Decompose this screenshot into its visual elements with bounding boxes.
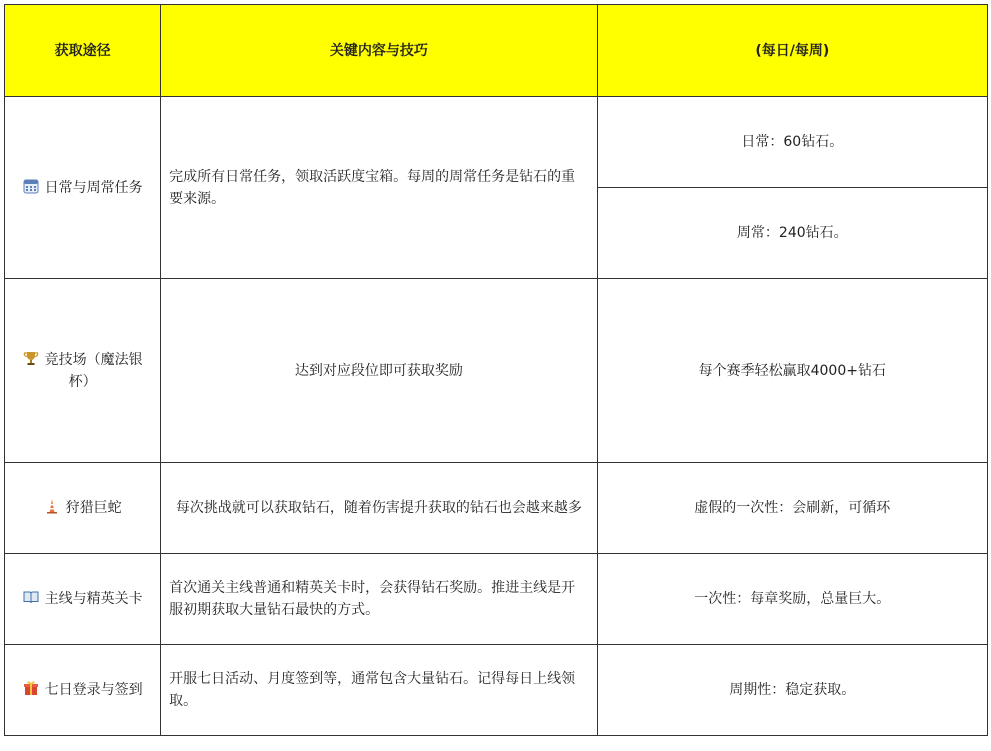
method-cell (5, 645, 161, 736)
header-rewards: (每日/每周) (597, 5, 987, 97)
reward-cell: 周期性：稳定获取。 (597, 645, 987, 736)
diamond-sources-table (4, 4, 988, 736)
reward-cell: 虚假的一次性：会刷新，可循环 (597, 463, 987, 554)
table-header-row (5, 5, 988, 97)
method-label: 狩猎巨蛇 (65, 500, 122, 516)
header-method: 获取途径 (5, 5, 161, 97)
method-cell (5, 463, 161, 554)
content-cell: 开服七日活动、月度签到等，通常包含大量钻石。记得每日上线领取。 (161, 645, 597, 736)
table-row (5, 279, 988, 463)
reward-cell: 日常：60钻石。 (597, 97, 987, 188)
method-cell (5, 97, 161, 279)
reward-cell: 每个赛季轻松赢取4000+钻石 (597, 279, 987, 463)
method-label: 竞技场（魔法银杯） (44, 351, 143, 390)
calendar-icon (23, 178, 39, 194)
header-content: 关键内容与技巧 (161, 5, 597, 97)
method-cell (5, 554, 161, 645)
table-row (5, 463, 988, 554)
gift-icon (23, 680, 39, 696)
content-cell: 达到对应段位即可获取奖励 (161, 279, 597, 463)
method-label: 七日登录与签到 (44, 682, 143, 698)
reward-cell: 周常：240钻石。 (597, 188, 987, 279)
method-label: 主线与精英关卡 (44, 591, 143, 607)
trophy-icon (23, 350, 39, 366)
method-cell (5, 279, 161, 463)
method-label: 日常与周常任务 (44, 179, 143, 196)
book-icon (23, 589, 39, 605)
table-row (5, 97, 988, 188)
content-cell: 完成所有日常任务，领取活跃度宝箱。每周的周常任务是钻石的重要来源。 (161, 97, 597, 279)
content-cell: 每次挑战就可以获取钻石，随着伤害提升获取的钻石也会越来越多 (161, 463, 597, 554)
table-row (5, 645, 988, 736)
content-cell: 首次通关主线普通和精英关卡时，会获得钻石奖励。推进主线是开服初期获取大量钻石最快的方式。 (161, 554, 597, 645)
table-row (5, 554, 988, 645)
diamond-sources-table-wrapper (4, 4, 988, 736)
tower-icon (44, 498, 60, 514)
reward-cell: 一次性：每章奖励，总量巨大。 (597, 554, 987, 645)
